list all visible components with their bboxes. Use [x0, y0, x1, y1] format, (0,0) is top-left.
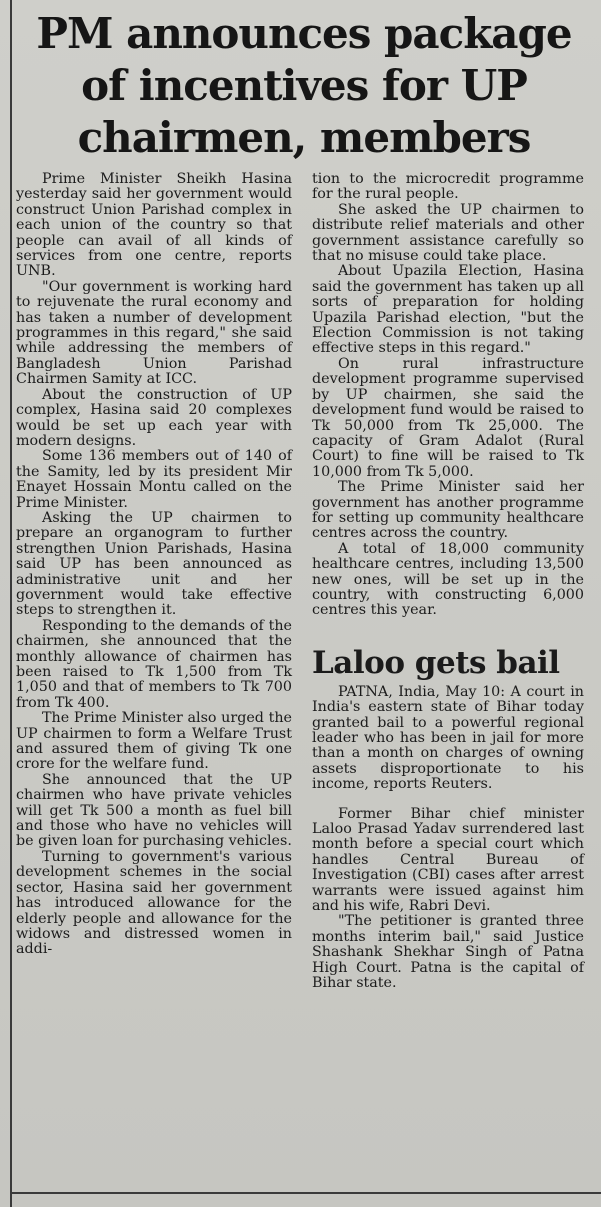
article-paragraph: The Prime Minister said her government has another programme for setting up community healthcare centres across the country. [312, 479, 584, 542]
article-paragraph: Former Bihar chief minister Laloo Prasad Yadav surrendered last month before a special court which handles Central Bureau of Investigation (CBI) cases after arrest warrants were issued against him and his wife, Rabri Devi. [312, 805, 584, 915]
article-paragraph: On rural infrastructure development programme supervised by UP chairmen, she said the development fund would be raised to Tk 50,000 from Tk 25,000. The capacity of Gram Adalot (Rural Court) to fine will be raised to Tk 10,000 from Tk 5,000. [312, 355, 584, 480]
article-paragraph: PATNA, India, May 10: A court in India's eastern state of Bihar today granted bail to a powerful regional leader who has been in jail for more than a month on charges of owning assets disproportionate to his income, reports Reuters. [312, 683, 584, 793]
article-column-left [16, 172, 292, 958]
article-paragraph: "The petitioner is granted three months interim bail," said Justice Shashank Shekhar Singh of Patna High Court. Patna is the capital of Bihar state. [312, 913, 584, 992]
column-rule-left [10, 0, 12, 1207]
article-paragraph: Some 136 members out of 140 of the Samity, led by its president Mir Enayet Hossain Montu called on the Prime Minister. [16, 448, 292, 511]
article-paragraph: Responding to the demands of the chairmen, she announced that the monthly allowance of chairmen has been raised to Tk 1,500 from Tk 1,050 and that of members to Tk 700 from Tk 400. [16, 617, 292, 711]
article-paragraph: A total of 18,000 community healthcare centres, including 13,500 new ones, will be set up in the country, with constructing 6,000 centres this year. [312, 540, 584, 619]
second-headline: Laloo gets bail [312, 644, 560, 681]
article-paragraph: About the construction of UP complex, Hasina said 20 complexes would be set up each year with modern designs. [16, 386, 292, 449]
article-paragraph: About Upazila Election, Hasina said the government has taken up all sorts of preparation for holding Upazila Parishad election, "but the Election Commission is not taking effective steps in this regard." [312, 263, 584, 357]
article-continuation: tion to the microcredit programme for the rural people. [312, 171, 584, 203]
article-paragraph: "Our government is working hard to rejuvenate the rural economy and has taken a number of development programmes in this regard," she said while addressing the members of Bangladesh Union Parishad Chairmen Samity at ICC. [16, 278, 292, 388]
paragraph-gap [312, 793, 584, 807]
article-paragraph: Prime Minister Sheikh Hasina yesterday said her government would construct Union Parishad complex in each union of the country so that people can avail of all kinds of services from one centre, reports UNB. [16, 171, 292, 280]
article-paragraph: The Prime Minister also urged the UP chairmen to form a Welfare Trust and assured them of giving Tk one crore for the welfare fund. [16, 710, 292, 773]
article-column-right [312, 172, 584, 992]
article-paragraph: Asking the UP chairmen to prepare an organogram to further strengthen Union Parishads, Hasina said UP has been announced as administrative unit and her government would take effective steps to strengthen it. [16, 509, 292, 619]
article-paragraph: She announced that the UP chairmen who have private vehicles will get Tk 500 a month as fuel bill and those who have no vehicles will be given loan for purchasing vehicles. [16, 771, 292, 850]
article-paragraph: Turning to government's various development schemes in the social sector, Hasina said her government has introduced allowance for the elderly people and allowance for the widows and distressed women in addi- [16, 848, 292, 958]
main-headline: PM announces package of incentives for UP chairmen, members [36, 9, 572, 162]
article-paragraph: She asked the UP chairmen to distribute relief materials and other government assistance carefully so that no misuse could take place. [312, 201, 584, 265]
column-rule-bottom [10, 1192, 601, 1194]
